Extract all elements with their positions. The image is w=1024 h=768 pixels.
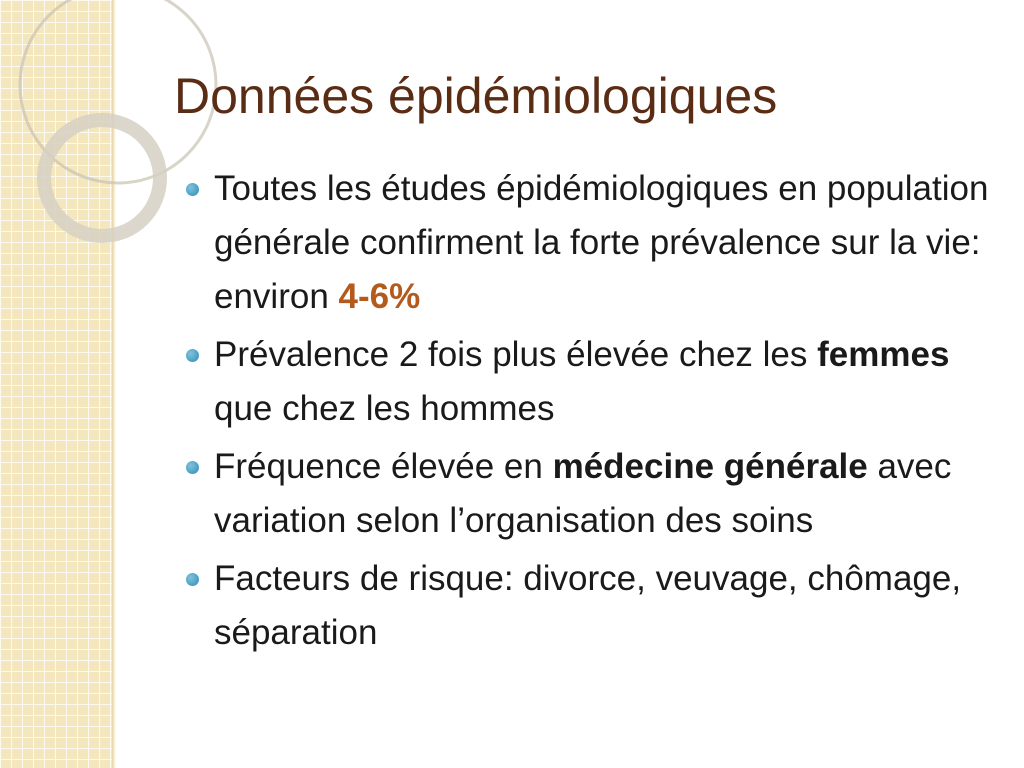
ring-inner bbox=[44, 120, 160, 236]
bullet-dot-icon bbox=[186, 573, 199, 586]
bullet-dot-icon bbox=[186, 183, 199, 196]
bullet-text-tail: avec variation selon l’organisation des soins bbox=[214, 447, 952, 540]
bullet-text: Fréquence élevée en bbox=[214, 447, 553, 486]
bullet-highlight: femmes bbox=[817, 335, 950, 374]
bullet-item bbox=[186, 440, 996, 548]
bullet-text-tail: que chez les hommes bbox=[214, 389, 555, 428]
bullet-dot-icon bbox=[186, 349, 199, 362]
bullet-highlight: 4-6% bbox=[338, 277, 421, 316]
bullet-item bbox=[186, 328, 996, 436]
bullet-highlight: médecine générale bbox=[552, 447, 868, 486]
slide-title: Données épidémiologiques bbox=[174, 68, 778, 124]
bullet-list bbox=[186, 162, 996, 664]
bullet-text: Prévalence 2 fois plus élevée chez les bbox=[214, 335, 818, 374]
bullet-item bbox=[186, 162, 996, 324]
bullet-item bbox=[186, 552, 996, 660]
bullet-dot-icon bbox=[186, 461, 199, 474]
bullet-text: Toutes les études épidémiologiques en population générale confirment la forte prévalence sur la vie: environ bbox=[214, 169, 989, 316]
bullet-text: Facteurs de risque: divorce, veuvage, chômage, séparation bbox=[214, 559, 962, 652]
